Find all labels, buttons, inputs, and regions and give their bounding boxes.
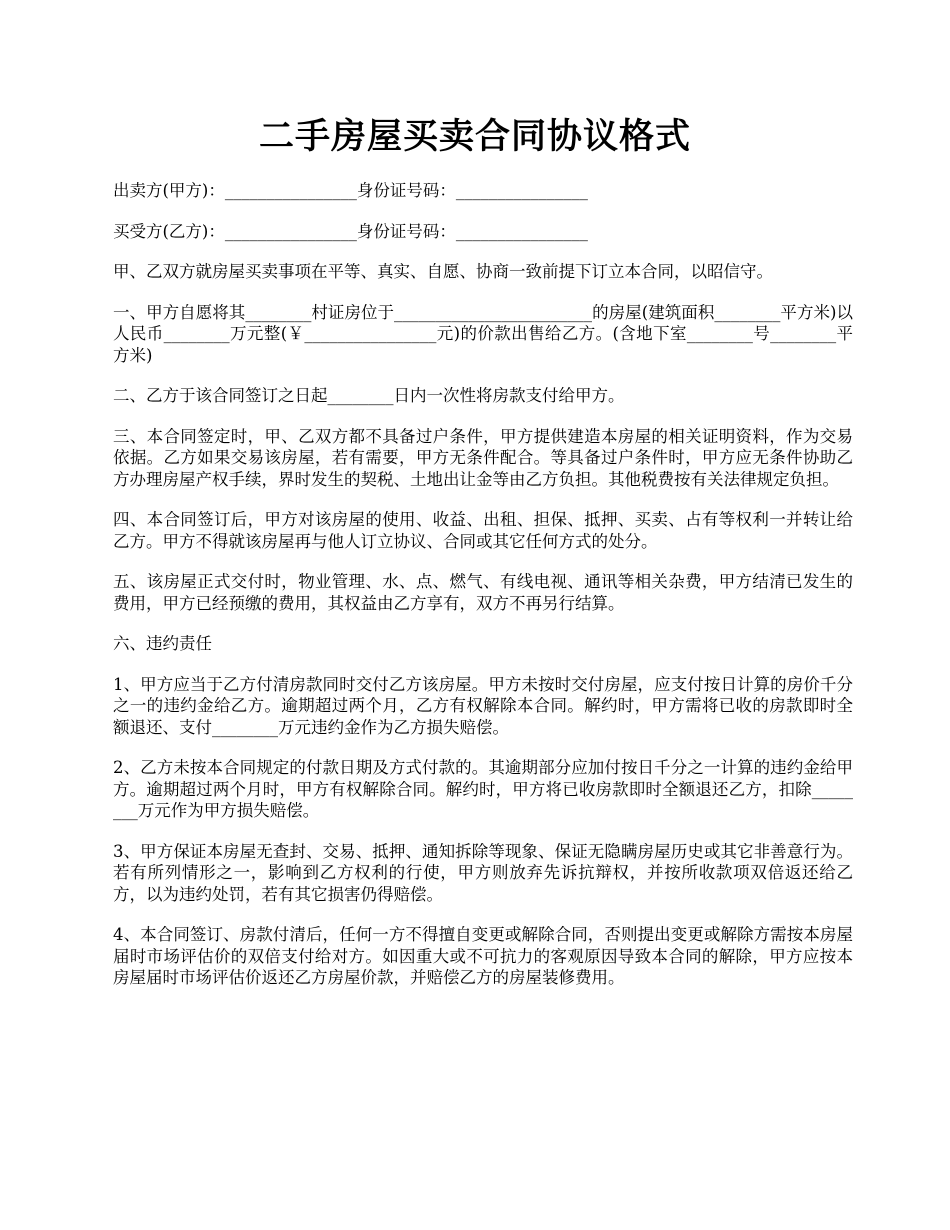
document-title: 二手房屋买卖合同协议格式: [258, 116, 691, 157]
clause-1-sale-terms: 一、甲方自愿将其________村证房位于________________________的房屋(建筑面积________平方米)以人民币________万元整(￥________________元)的价款出售给乙方。(含地下室________号________平方米): [113, 302, 853, 365]
clause-4-rights-transfer: 四、本合同签订后，甲方对该房屋的使用、收益、出租、担保、抵押、买卖、占有等权利一并转让给乙方。甲方不得就该房屋再与他人订立协议、合同或其它任何方式的处分。: [113, 510, 853, 551]
clause-3-transfer-conditions: 三、本合同签定时，甲、乙双方都不具备过户条件，甲方提供建造本房屋的相关证明资料，作为交易依据。乙方如果交易该房屋，若有需要，甲方无条件配合。等具备过户条件时，甲方应无条件协助乙方办理房屋产权手续，界时发生的契税、土地出让金等由乙方负担。其他税费按有关法律规定负担。: [113, 426, 853, 489]
preamble-paragraph: 甲、乙双方就房屋买卖事项在平等、真实、自愿、协商一致前提下订立本合同，以昭信守。: [113, 262, 773, 281]
buyer-party-line: 买受方(乙方)：________________身份证号码：________________: [113, 221, 588, 241]
clause-6-heading: 六、违约责任: [113, 634, 212, 653]
liability-item-4: 4、本合同签订、房款付清后，任何一方不得擅自变更或解除合同，否则提出变更或解除方需按本房屋届时市场评估价的双倍支付给对方。如因重大或不可抗力的客观原因导致本合同的解除，甲方应按本房屋届时市场评估价返还乙方房屋价款，并赔偿乙方的房屋装修费用。: [113, 925, 853, 987]
seller-party-line: 出卖方(甲方)：________________身份证号码：________________: [113, 181, 588, 200]
clause-2-payment: 二、乙方于该合同签订之日起________日内一次性将房款支付给甲方。: [113, 386, 625, 405]
document-body: [113, 180, 853, 1008]
clause-5-handover-fees: 五、该房屋正式交付时，物业管理、水、点、燃气、有线电视、通讯等相关杂费，甲方结清已发生的费用，甲方已经预缴的费用，其权益由乙方享有，双方不再另行结算。: [113, 572, 853, 613]
liability-item-3: 3、甲方保证本房屋无查封、交易、抵押、通知拆除等现象、保证无隐瞒房屋历史或其它非善意行为。若有所列情形之一，影响到乙方权利的行使，甲方则放弃先诉抗辩权，并按所收款项双倍返还给乙方，以为违约处罚，若有其它损害仍得赔偿。: [113, 841, 853, 904]
liability-item-1: 1、甲方应当于乙方付清房款同时交付乙方该房屋。甲方未按时交付房屋，应支付按日计算的房价千分之一的违约金给乙方。逾期超过两个月，乙方有权解除本合同。解约时，甲方需将已收的房款即时全额退还、支付________万元违约金作为乙方损失赔偿。: [113, 674, 853, 737]
liability-item-2: 2、乙方未按本合同规定的付款日期及方式付款的。其逾期部分应加付按日千分之一计算的违约金给甲方。逾期超过两个月时，甲方有权解除合同。解约时，甲方将已收房款即时全额退还乙方，扣除________万元作为甲方损失赔偿。: [113, 758, 853, 820]
